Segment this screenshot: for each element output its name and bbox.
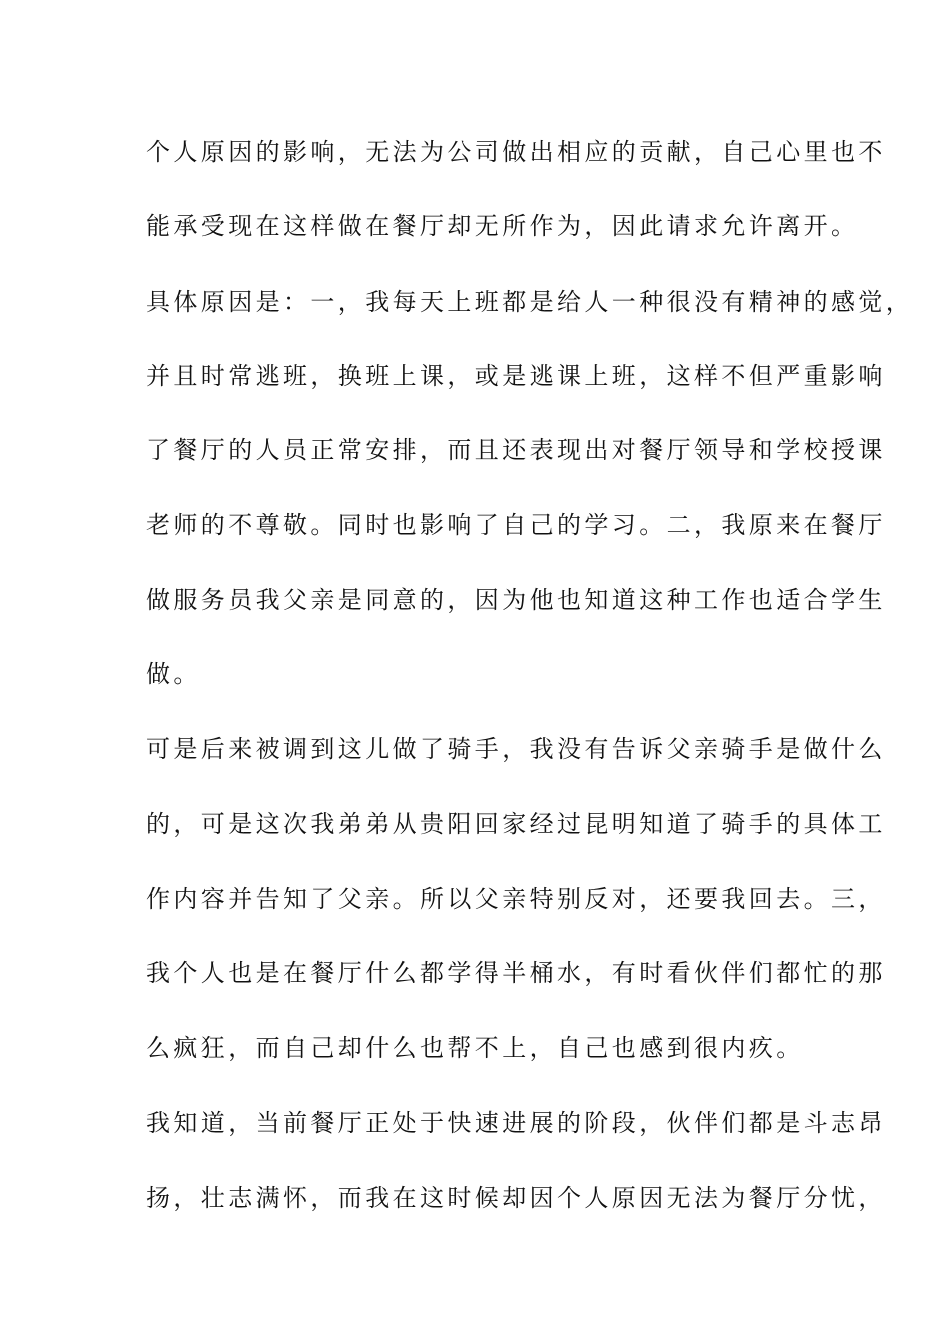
text-line: 可是后来被调到这儿做了骑手，我没有告诉父亲骑手是做什么 — [146, 735, 886, 763]
text-line: 扬，壮志满怀，而我在这时候却因个人原因无法为餐厅分忧， — [146, 1184, 886, 1212]
text-line: 了餐厅的人员正常安排，而且还表现出对餐厅领导和学校授课 — [146, 436, 886, 464]
text-line: 的，可是这次我弟弟从贵阳回家经过昆明知道了骑手的具体工 — [146, 810, 886, 838]
text-line: 我个人也是在餐厅什么都学得半桶水，有时看伙伴们都忙的那 — [146, 959, 886, 987]
text-line: 老师的不尊敬。同时也影响了自己的学习。二，我原来在餐厅 — [146, 511, 886, 539]
text-line: 并且时常逃班，换班上课，或是逃课上班，这样不但严重影响 — [146, 362, 886, 390]
text-line: 做服务员我父亲是同意的，因为他也知道这种工作也适合学生 — [146, 586, 886, 614]
text-line: 做。 — [146, 660, 201, 688]
text-line: 个人原因的影响，无法为公司做出相应的贡献，自己心里也不 — [146, 138, 886, 166]
text-line: 作内容并告知了父亲。所以父亲特别反对，还要我回去。三， — [146, 885, 886, 913]
text-line: 能承受现在这样做在餐厅却无所作为，因此请求允许离开。 — [146, 212, 859, 240]
text-line: 具体原因是：一，我每天上班都是给人一种很没有精神的感觉， — [146, 288, 914, 316]
text-line: 我知道，当前餐厅正处于快速进展的阶段，伙伴们都是斗志昂 — [146, 1109, 886, 1137]
text-line: 么疯狂，而自己却什么也帮不上，自己也感到很内疚。 — [146, 1034, 804, 1062]
